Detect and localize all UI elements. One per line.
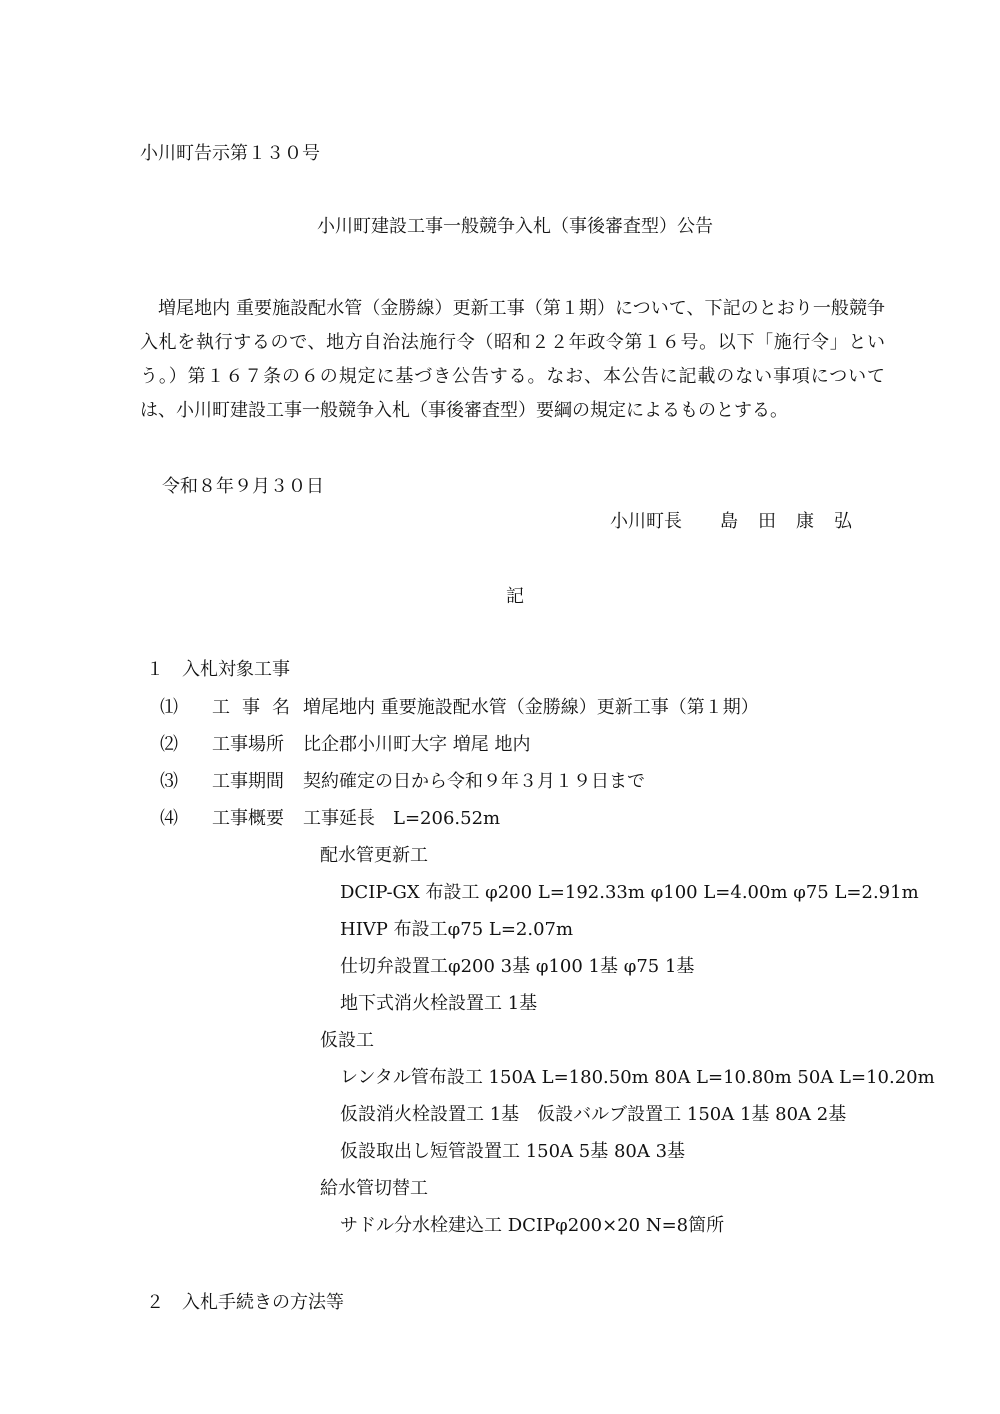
item-value: 工事延長 L=206.52m — [303, 808, 501, 829]
section-2-heading — [146, 1294, 344, 1312]
outline-detail: 地下式消火栓設置工 1基 — [340, 993, 538, 1014]
outline-category: 配水管更新工 — [320, 845, 428, 866]
notice-date: 令和８年９月３０日 — [162, 476, 324, 497]
issuer-name: 島田康弘 — [720, 511, 872, 532]
outline-detail: 仕切弁設置工φ200 3基 φ100 1基 φ75 1基 — [340, 956, 695, 977]
item-number: ⑴ — [160, 697, 178, 718]
issuer-title: 小川町長 — [610, 511, 682, 532]
outline-detail: DCIP-GX 布設工 φ200 L=192.33m φ100 L=4.00m φ75 L=2.91m — [340, 882, 919, 903]
item-value: 契約確定の日から令和９年３月１９日まで — [303, 771, 645, 792]
item-number: ⑶ — [160, 771, 178, 792]
document-title: 小川町建設工事一般競争入札（事後審査型）公告 — [317, 216, 713, 237]
outline-detail: 仮設消火栓設置工 1基 仮設バルブ設置工 150A 1基 80A 2基 — [340, 1104, 847, 1125]
item-number: ⑵ — [160, 734, 178, 755]
notice-number: 小川町告示第１３０号 — [140, 143, 320, 164]
section-2-title: 入札手続きの方法等 — [182, 1292, 344, 1313]
outline-detail: サドル分水栓建込工 DCIPφ200×20 N=8箇所 — [340, 1215, 725, 1236]
section-2-number: ２ — [146, 1292, 164, 1313]
outline-detail: レンタル管布設工 150A L=180.50m 80A L=10.80m 50A L=10.20m — [340, 1067, 935, 1088]
section-1-number: １ — [146, 659, 164, 680]
item-label: 工事場所 — [212, 734, 284, 755]
issuer — [610, 513, 872, 531]
outline-category: 給水管切替工 — [320, 1178, 428, 1199]
outline-category: 仮設工 — [320, 1030, 374, 1051]
outline-detail: HIVP 布設工φ75 L=2.07m — [340, 919, 574, 940]
outline-detail: 仮設取出し短管設置工 150A 5基 80A 3基 — [340, 1141, 686, 1162]
item-label: 工事期間 — [212, 771, 284, 792]
section-1-heading — [146, 661, 290, 679]
item-number: ⑷ — [160, 808, 178, 829]
section-1-title: 入札対象工事 — [182, 659, 290, 680]
item-label: 工事名 — [212, 697, 302, 718]
body-paragraph: 増尾地内 重要施設配水管（金勝線）更新工事（第１期）について、下記のとおり一般競争入札を執行するので、地方自治法施行令（昭和２２年政令第１６号。以下「施行令」という。）第１６７条の６の規定に基づき公告する。なお、本公告に記載のない事項については、小川町建設工事一般競争入札（事後審査型）要綱の規定によるものとする。 — [140, 298, 885, 421]
item-value: 比企郡小川町大字 増尾 地内 — [303, 734, 531, 755]
item-value: 増尾地内 重要施設配水管（金勝線）更新工事（第１期） — [303, 697, 759, 718]
ki-label: 記 — [506, 586, 524, 607]
item-label: 工事概要 — [212, 808, 284, 829]
